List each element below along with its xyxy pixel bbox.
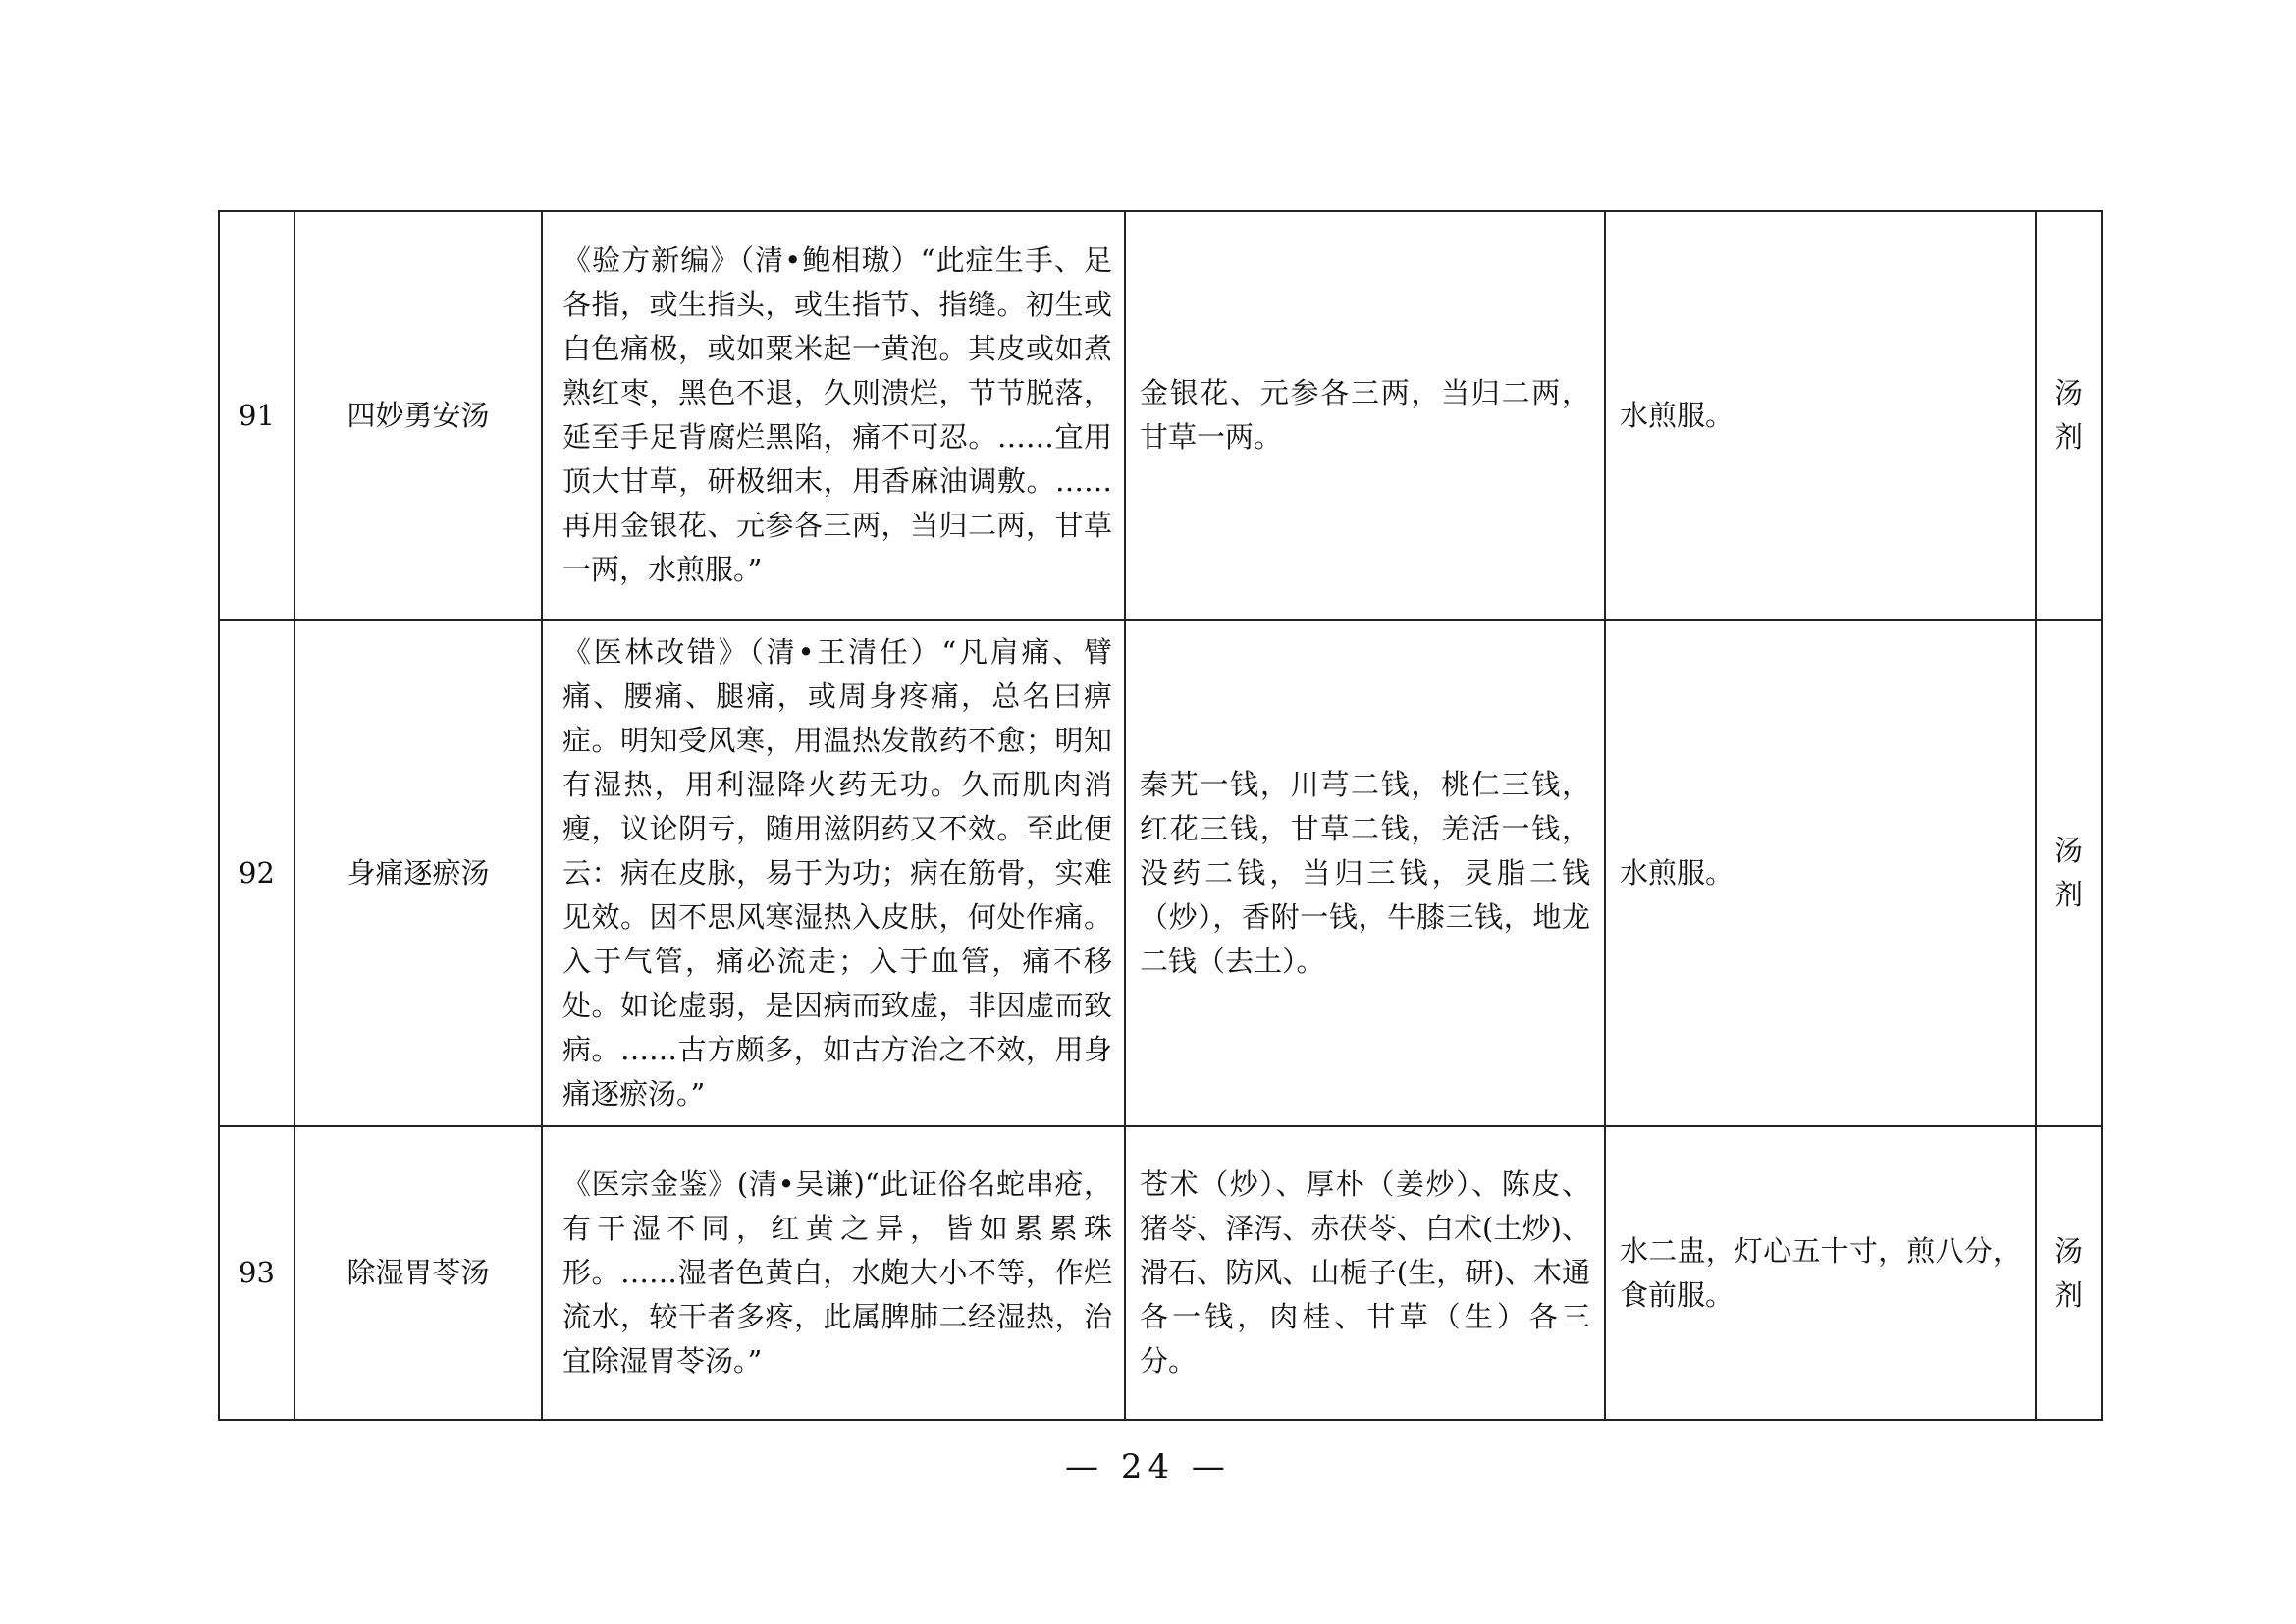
row-number: 92 [219, 620, 294, 1126]
formula-name: 四妙勇安汤 [294, 211, 542, 620]
source-cell [542, 620, 1125, 1126]
composition-text: 金银花、元参各三两，当归二两，甘草一两。 [1140, 376, 1590, 454]
table-row [219, 620, 2102, 1126]
usage-cell [1605, 1126, 2036, 1420]
dosage-form-cell [2036, 211, 2102, 620]
row-number: 91 [219, 211, 294, 620]
usage-text: 水二盅，灯心五十寸，煎八分，食前服。 [1620, 1233, 2021, 1312]
usage-text: 水煎服。 [1620, 398, 1735, 432]
composition-cell [1125, 620, 1605, 1126]
formula-name: 除湿胃苓汤 [294, 1126, 542, 1420]
formula-name: 身痛逐瘀汤 [294, 620, 542, 1126]
dosage-form-text: 汤剂 [2054, 376, 2083, 454]
row-number: 93 [219, 1126, 294, 1420]
source-text: 《验方新编》（清•鲍相璈）“此症生手、足各指，或生指头，或生指节、指缝。初生或白色痛极，或如粟米起一黄泡。其皮或如煮熟红枣，黑色不退，久则溃烂，节节脱落，延至手足背腐烂黑陷，痛不可忍。……宜用顶大甘草，研极细末，用香麻油调敷。……再用金银花、元参各三两，当归二两，甘草一两，水煎服。” [562, 244, 1112, 586]
composition-text: 秦艽一钱，川芎二钱，桃仁三钱，红花三钱，甘草二钱，羌活一钱，没药二钱，当归三钱，灵脂二钱（炒），香附一钱，牛膝三钱，地龙二钱（去土）。 [1140, 767, 1590, 978]
dosage-form-cell [2036, 1126, 2102, 1420]
usage-text: 水煎服。 [1620, 855, 1735, 890]
composition-cell [1125, 211, 1605, 620]
source-text: 《医林改错》（清•王清任）“凡肩痛、臂痛、腰痛、腿痛，或周身疼痛，总名曰痹症。明知受风寒，用温热发散药不愈；明知有湿热，用利湿降火药无功。久而肌肉消瘦，议论阴亏，随用滋阴药又不效。至此便云：病在皮脉，易于为功；病在筋骨，实难见效。因不思风寒湿热入皮肤，何处作痛。入于气管，痛必流走；入于血管，痛不移处。如论虚弱，是因病而致虚，非因虚而致病。……古方颇多，如古方治之不效，用身痛逐瘀汤。” [562, 634, 1112, 1110]
table-row [219, 211, 2102, 620]
source-text: 《医宗金鉴》(清•吴谦)“此证俗名蛇串疮，有干湿不同，红黄之异，皆如累累珠形。……湿者色黄白，水皰大小不等，作烂流水，较干者多疼，此属脾肺二经湿热，治宜除湿胃苓汤。” [562, 1167, 1112, 1378]
dosage-form-text: 汤剂 [2054, 834, 2083, 911]
dosage-form-text: 汤剂 [2054, 1233, 2083, 1312]
source-cell [542, 1126, 1125, 1420]
composition-cell [1125, 1126, 1605, 1420]
table-row [219, 1126, 2102, 1420]
usage-cell [1605, 211, 2036, 620]
source-cell [542, 211, 1125, 620]
page-number: — 24 — [1065, 1447, 1231, 1487]
formula-table [218, 210, 2103, 1421]
dosage-form-cell [2036, 620, 2102, 1126]
composition-text: 苍术（炒）、厚朴（姜炒）、陈皮、猪苓、泽泻、赤茯苓、白术(土炒)、滑石、防风、山栀子(生，研)、木通各一钱，肉桂、甘草（生）各三分。 [1140, 1167, 1590, 1378]
usage-cell [1605, 620, 2036, 1126]
